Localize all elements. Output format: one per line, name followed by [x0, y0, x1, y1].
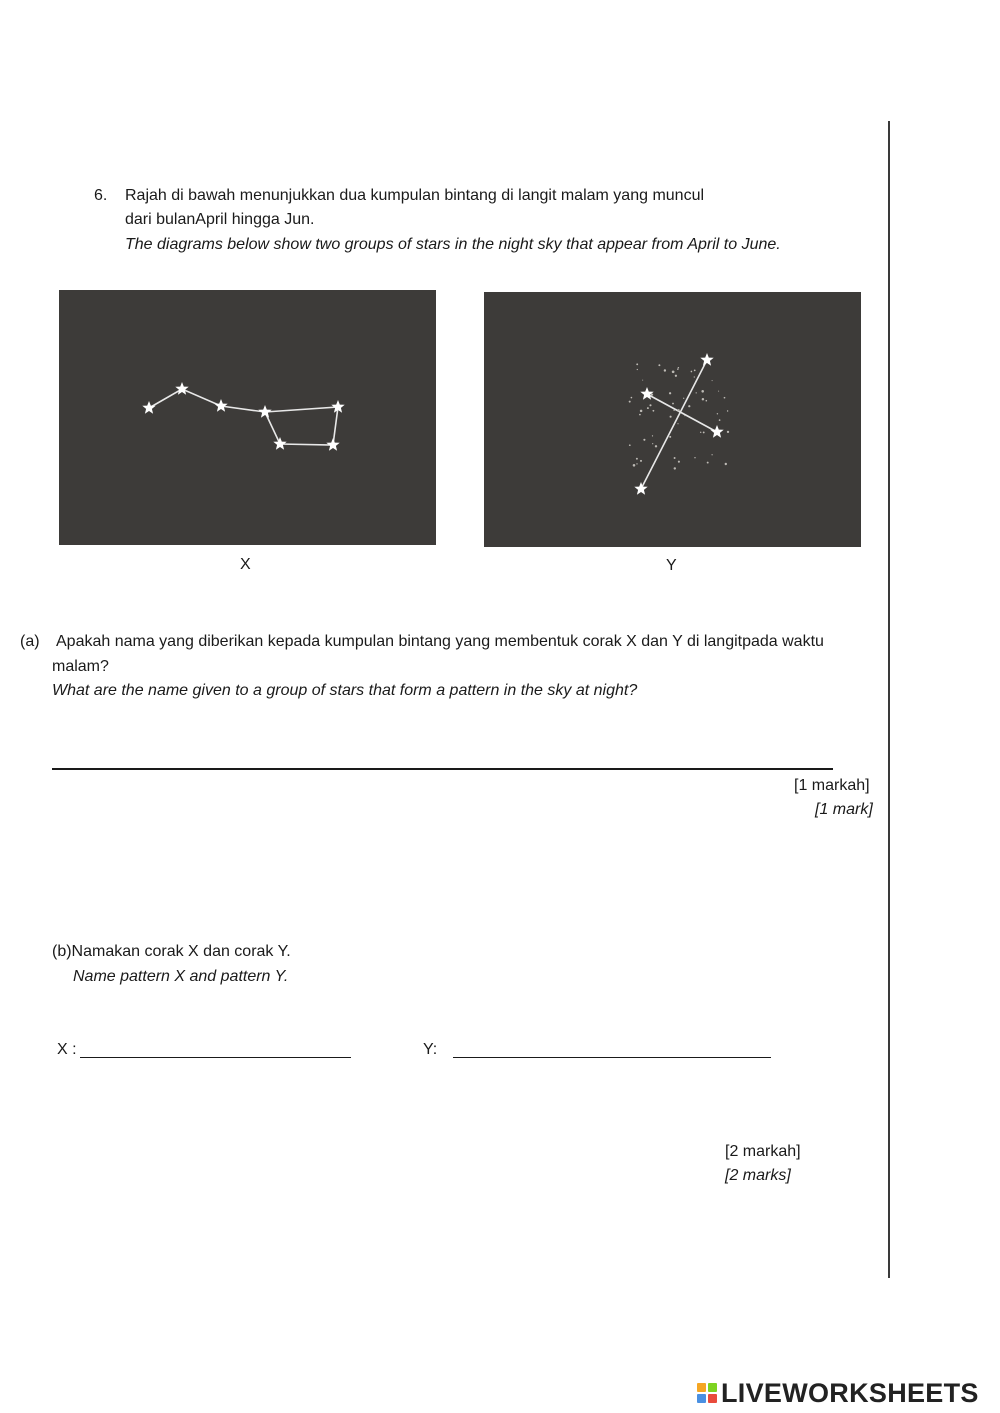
part-a-question-ms-line1: Apakah nama yang diberikan kepada kumpulan bintang yang membentuk corak X dan Y di langitpada waktu	[56, 633, 824, 650]
faint-star-dot	[727, 431, 729, 433]
question-intro-en: The diagrams below show two groups of stars in the night sky that appear from April to June.	[125, 236, 781, 253]
faint-star-dot	[678, 461, 680, 463]
logo-tile	[697, 1383, 706, 1392]
faint-star-dot	[672, 403, 674, 405]
faint-star-dot	[678, 367, 679, 368]
diagram-x-label: X	[240, 556, 251, 573]
faint-star-dot	[712, 380, 713, 381]
logo-tiles-icon	[697, 1383, 717, 1403]
faint-star-dot	[631, 397, 633, 399]
faint-star-dot	[672, 371, 675, 374]
logo-tile	[697, 1394, 706, 1403]
part-b-question-en: Name pattern X and pattern Y.	[73, 968, 289, 985]
faint-star-dot	[677, 423, 678, 424]
logo-tile	[708, 1383, 717, 1392]
answer-y-label: Y:	[423, 1041, 438, 1058]
star-icon	[175, 382, 188, 395]
right-margin-line	[888, 121, 890, 1278]
faint-star-dot	[642, 380, 643, 381]
part-a-answer-line[interactable]	[52, 768, 833, 770]
star-icon	[214, 399, 227, 412]
star-icon	[258, 405, 271, 418]
star-icon	[326, 438, 339, 451]
part-b-marks-ms: [2 markah]	[725, 1143, 801, 1160]
faint-star-dot	[636, 363, 638, 365]
liveworksheets-logo[interactable]	[697, 1378, 979, 1408]
faint-star-dot	[675, 375, 677, 377]
faint-star-dot	[702, 398, 704, 400]
faint-star-dot	[727, 410, 728, 411]
faint-star-dot	[677, 368, 679, 370]
faint-star-dot	[683, 398, 684, 399]
faint-star-dot	[724, 397, 726, 399]
faint-star-dot	[725, 463, 727, 465]
faint-star-dot	[652, 410, 654, 412]
logo-tile	[708, 1394, 717, 1403]
part-a-label: (a)	[20, 633, 40, 650]
diagram-y-panel	[484, 292, 861, 547]
faint-star-dot	[647, 407, 649, 409]
faint-star-dot	[677, 409, 679, 411]
faint-star-dot	[664, 369, 666, 371]
question-intro-ms-line1: Rajah di bawah menunjukkan dua kumpulan bintang di langit malam yang muncul	[125, 187, 705, 204]
faint-star-dot	[636, 458, 638, 460]
part-b-marks-en: [2 marks]	[725, 1167, 791, 1184]
diagram-y-label: Y	[666, 557, 677, 574]
part-a-question-en: What are the name given to a group of stars that form a pattern in the sky at night?	[52, 682, 638, 699]
faint-star-dot	[673, 410, 674, 411]
star-icon	[142, 401, 155, 414]
faint-star-dot	[707, 462, 709, 464]
faint-star-dot	[658, 364, 660, 366]
constellation-y-drawing	[484, 292, 861, 547]
part-a-marks-ms: [1 markah]	[794, 777, 870, 794]
faint-star-dot	[652, 443, 653, 444]
faint-star-dot	[669, 392, 671, 394]
faint-star-dot	[639, 414, 641, 416]
faint-star-dot	[711, 454, 712, 455]
star-icon	[634, 482, 647, 495]
constellation-x-drawing	[59, 290, 436, 545]
faint-star-dot	[640, 460, 642, 462]
answer-y-line[interactable]	[453, 1057, 771, 1058]
star-icon	[273, 437, 286, 450]
faint-star-dot	[629, 444, 631, 446]
faint-star-dot	[703, 431, 705, 433]
faint-star-dot	[700, 432, 701, 433]
faint-star-dot	[633, 464, 636, 467]
faint-star-dot	[629, 401, 631, 403]
star-icon	[700, 353, 713, 366]
answer-x-label: X :	[57, 1041, 77, 1058]
part-a-marks-en: [1 mark]	[815, 801, 873, 818]
faint-star-dot	[649, 404, 651, 406]
faint-star-dot	[706, 400, 708, 402]
faint-star-dot	[696, 392, 697, 393]
faint-star-dot	[674, 467, 676, 469]
faint-star-dot	[669, 436, 671, 438]
faint-star-dot	[674, 457, 676, 459]
faint-star-dot	[694, 457, 695, 458]
faint-star-dot	[701, 390, 704, 393]
diagram-x-panel	[59, 290, 436, 545]
star-icon	[640, 387, 653, 400]
faint-star-dot	[684, 415, 685, 416]
faint-star-dot	[688, 405, 690, 407]
faint-star-dot	[718, 391, 719, 392]
question-number: 6.	[94, 187, 108, 204]
faint-star-dot	[670, 416, 672, 418]
answer-x-line[interactable]	[80, 1057, 351, 1058]
faint-star-dot	[655, 445, 657, 447]
faint-star-dot	[719, 419, 721, 421]
faint-star-dot	[643, 439, 645, 441]
faint-star-dot	[640, 410, 643, 413]
star-icon	[710, 425, 723, 438]
faint-star-dot	[652, 435, 653, 436]
faint-star-dot	[636, 463, 637, 464]
faint-star-dot	[691, 371, 693, 373]
question-intro-ms-line2: dari bulanApril hingga Jun.	[125, 211, 315, 228]
faint-star-dot	[694, 376, 695, 377]
faint-star-dot	[637, 369, 638, 370]
faint-star-dot	[694, 370, 696, 372]
logo-text: LIVEWORKSHEETS	[721, 1378, 979, 1408]
part-b-question-ms: (b)Namakan corak X dan corak Y.	[52, 943, 291, 960]
faint-star-dot	[717, 413, 718, 414]
part-a-question-ms-line2: malam?	[52, 658, 109, 675]
